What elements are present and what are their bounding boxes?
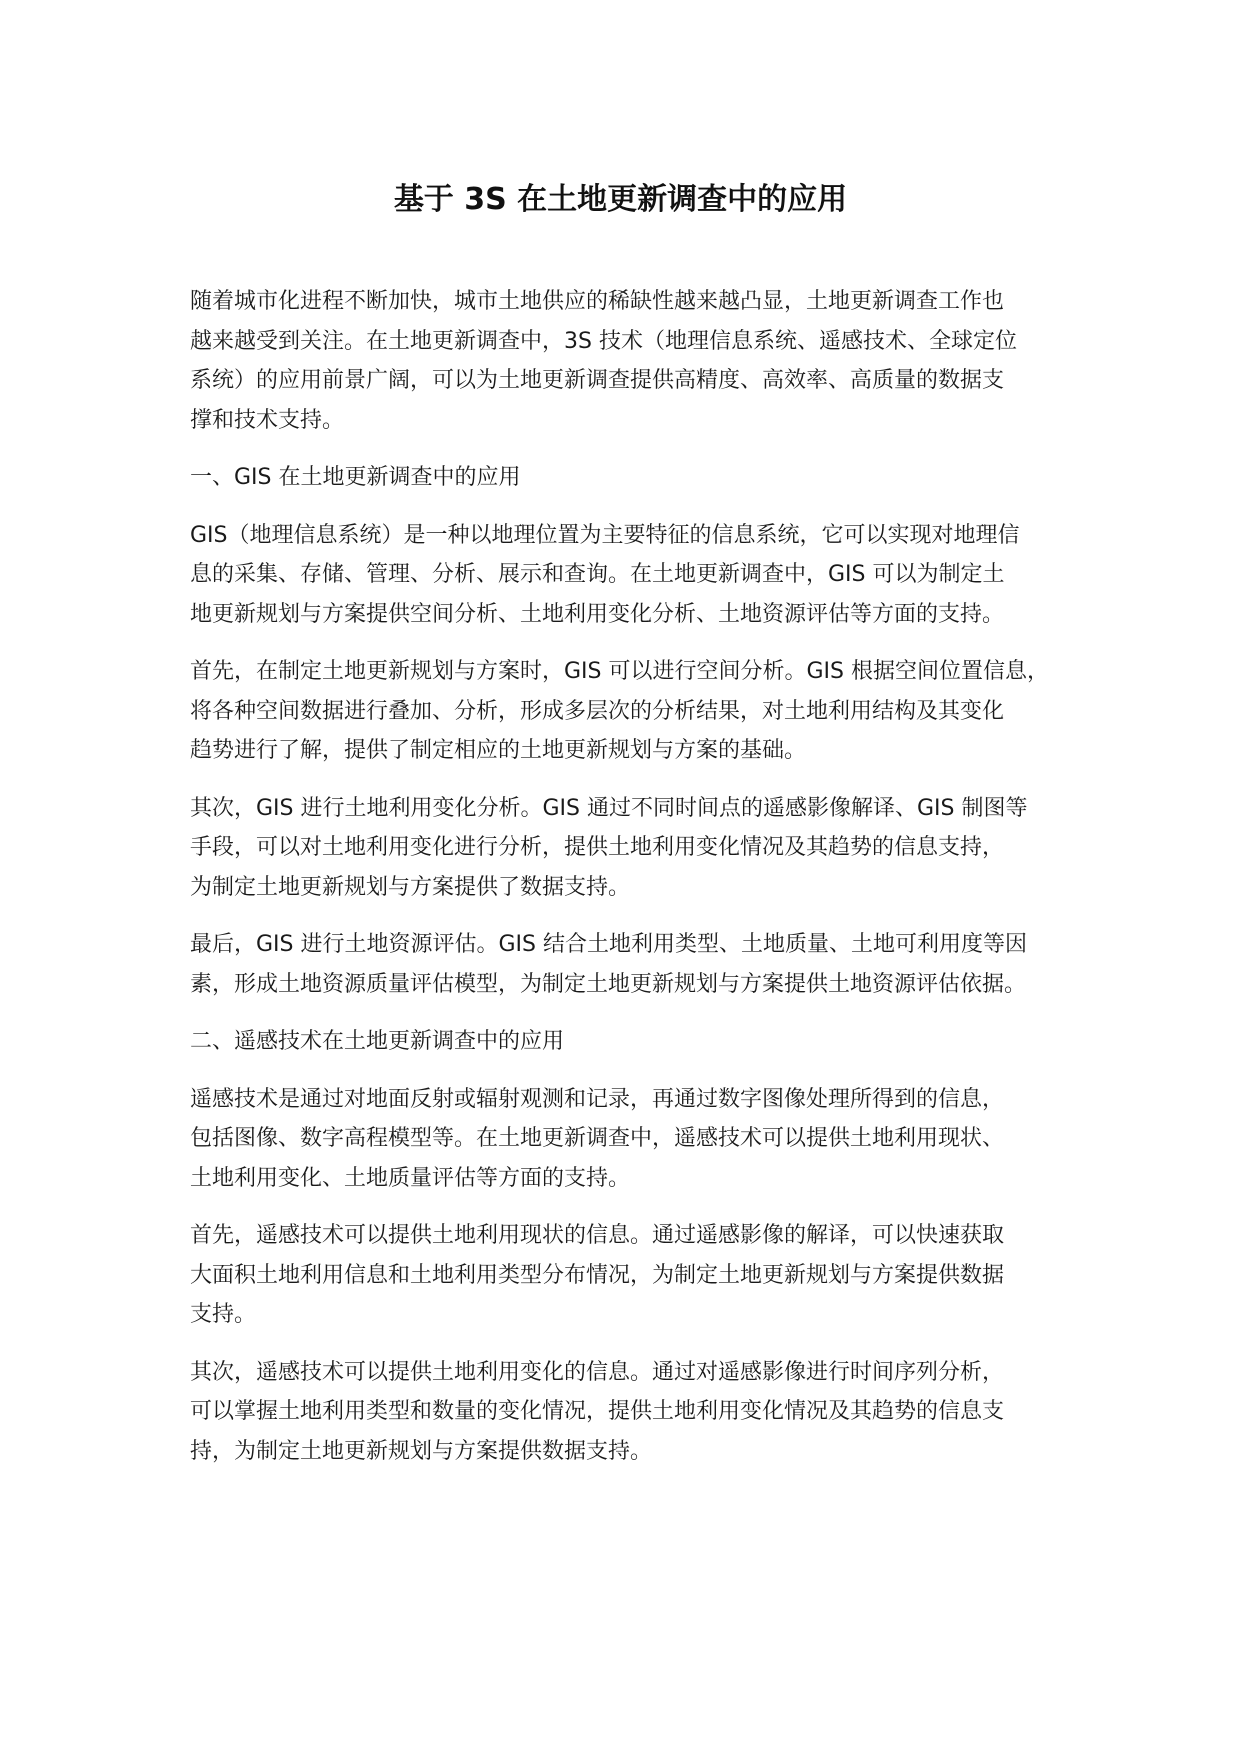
text-line: 随着城市化进程不断加快，城市土地供应的稀缺性越来越凸显，土地更新调查工作也 — [190, 289, 1005, 314]
text-line: 遥感技术是通过对地面反射或辐射观测和记录，再通过数字图像处理所得到的信息， — [190, 1086, 1005, 1112]
text-line: 包括图像、数字高程模型等。在土地更新调查中，遥感技术可以提供土地利用现状、 — [190, 1126, 1005, 1151]
text-line: GIS（地理信息系统）是一种以地理位置为主要特征的信息系统，它可以实现对地理信 — [190, 522, 1020, 548]
paragraph — [190, 652, 1080, 771]
paragraph — [190, 282, 1080, 440]
paragraph — [190, 925, 1080, 1004]
text-line: 趋势进行了解，提供了制定相应的土地更新规划与方案的基础。 — [190, 738, 807, 763]
document-body — [190, 282, 1080, 1489]
text-line: 最后，GIS 进行土地资源评估。GIS 结合土地利用类型、土地质量、土地可利用度等因 — [190, 932, 1027, 957]
paragraph — [190, 516, 1080, 635]
text-line: 土地利用变化、土地质量评估等方面的支持。 — [190, 1165, 631, 1191]
text-line: 越来越受到关注。在土地更新调查中，3S 技术（地理信息系统、遥感技术、全球定位 — [190, 328, 1017, 354]
text-line: 系统）的应用前景广阔，可以为土地更新调查提供高精度、高效率、高质量的数据支 — [190, 368, 1005, 393]
text-line: 首先，遥感技术可以提供土地利用现状的信息。通过遥感影像的解译，可以快速获取 — [190, 1223, 1005, 1248]
text-line: 可以掌握土地利用类型和数量的变化情况，提供土地利用变化情况及其趋势的信息支 — [190, 1399, 1005, 1424]
text-line: 二、遥感技术在土地更新调查中的应用 — [190, 1029, 565, 1054]
text-line: 息的采集、存储、管理、分析、展示和查询。在土地更新调查中，GIS 可以为制定土 — [190, 562, 1005, 587]
text-line: 将各种空间数据进行叠加、分析，形成多层次的分析结果，对土地利用结构及其变化 — [190, 698, 1005, 724]
text-line: 素，形成土地资源质量评估模型，为制定土地更新规划与方案提供土地资源评估依据。 — [190, 971, 1027, 997]
document-title: 基于 3S 在土地更新调查中的应用 — [393, 182, 848, 217]
text-line: 大面积土地利用信息和土地利用类型分布情况，为制定土地更新规划与方案提供数据 — [190, 1262, 1005, 1288]
text-line: 一、GIS 在土地更新调查中的应用 — [190, 465, 521, 490]
text-line: 手段，可以对土地利用变化进行分析，提供土地利用变化情况及其趋势的信息支持， — [190, 835, 1005, 860]
text-line: 地更新规划与方案提供空间分析、土地利用变化分析、土地资源评估等方面的支持。 — [190, 601, 1005, 627]
section-heading — [190, 1022, 1080, 1062]
text-line: 其次，遥感技术可以提供土地利用变化的信息。通过对遥感影像进行时间序列分析， — [190, 1359, 1005, 1385]
section-heading — [190, 458, 1080, 498]
paragraph — [190, 1216, 1080, 1335]
paragraph — [190, 1353, 1080, 1472]
text-line: 撑和技术支持。 — [190, 407, 345, 433]
paragraph — [190, 1080, 1080, 1199]
text-line: 支持。 — [190, 1302, 257, 1327]
paragraph — [190, 789, 1080, 908]
text-line: 首先，在制定土地更新规划与方案时，GIS 可以进行空间分析。GIS 根据空间位置信息， — [190, 659, 1049, 684]
text-line: 持，为制定土地更新规划与方案提供数据支持。 — [190, 1438, 653, 1464]
text-line: 为制定土地更新规划与方案提供了数据支持。 — [190, 874, 631, 900]
text-line: 其次，GIS 进行土地利用变化分析。GIS 通过不同时间点的遥感影像解译、GIS 制图等 — [190, 795, 1028, 821]
